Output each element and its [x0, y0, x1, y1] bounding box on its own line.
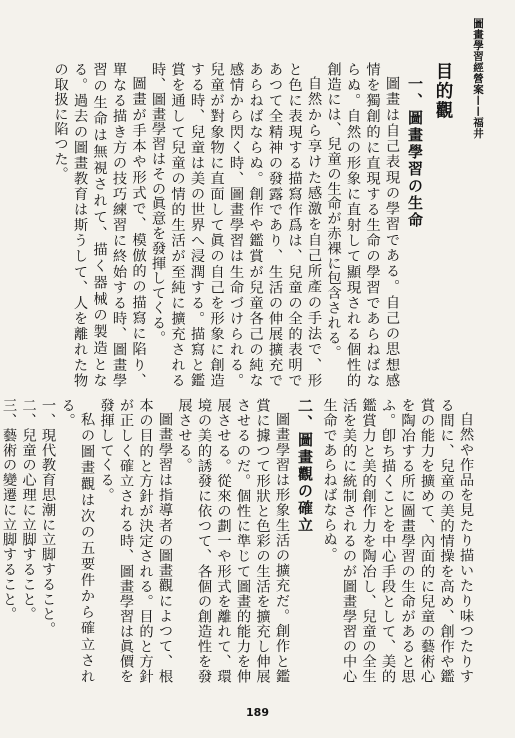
- life-heading: 一、圖畫學習の生命: [406, 76, 424, 229]
- purpose-heading: 目的觀: [433, 62, 453, 121]
- paragraph: 圖畫は自己表現の學習である。自己の思想感情を獨創的に直現する生命の學習であらねばならぬ。自然の形象に直射して顯現される個性的創造には、兒童の生命が赤裸に包含される。: [325, 62, 400, 388]
- paragraph: 自然から享けた感激を自己所產の手法で、形と色に表現する描寫作爲は、兒童の全的表明であつて全精神の發露であり、生活の伸展擴充であらねばならぬ。創作や鑑賞が兒童各己の純な感情から閃く時、圖畫學習は生命づけられる。兒童が對象物に直面して眞の自己を形象に創造する時、兒童は美の世界へ浸潤する。描寫と鑑賞を通して兒童の情的生活が至純に擴充される時、圖畫學習はその眞意を發揮してくる。: [150, 62, 322, 388]
- paragraph: 私の圖畫觀は次の五要件から確立される。: [59, 398, 95, 684]
- list-item: 二、兒童の心理に立脚すること。: [20, 398, 37, 622]
- running-head: 圖畫學習經營案——福井: [472, 18, 484, 139]
- upper-text-block: [50, 62, 463, 388]
- paragraph: 圖畫學習は指導者の圖畫觀によつて、根本の目的と方針が決定される。目的と方針が正しく確立される時、圖畫學習は眞價を發揮してくる。: [98, 398, 173, 684]
- lower-text-block: [0, 398, 475, 684]
- list-item: 一、現代教育思潮に立脚すること。: [40, 398, 56, 637]
- page-number: 189: [246, 706, 269, 719]
- paragraph: 圖畫が手本や形式で、模倣的の描寫に陷り、單なる描き方の技巧練習に終始する時、圖畫學習の生命は無視されて、描く器械の製造となる。過去の圖畫教育は斯うして、人を離れた物の取扱に陷つた。: [52, 62, 147, 388]
- view-heading: 二、圖畫觀の確立: [296, 398, 314, 534]
- paragraph: 自然や作品を見たり描いたり味つたりする間に、兒童の美的情操を高め、創作や鑑賞の能力を擴めて、內面的に兒童の藝術心を陶冶する所に圖畫學習の生命があると思ふ。卽ち描くことを中心手段として、美的鑑賞力と美的創作力を陶冶し、兒童の全生活を美的に統制されるのが圖畫學習の中心生命であらねばならぬ。: [321, 398, 474, 684]
- list-item: 三、藝術の變遷に立脚すること。: [1, 398, 17, 622]
- paragraph: 圖畫學習は形象生活の擴充だ。創作と鑑賞に據つて形狀と色彩の生活を擴充し伸展させるのだ。個性に準じて圖畫的能力を伸展させる。從來の劃一や形式を離れて、環境の美的誘發に依つて、各個の創造性を發展させる。: [176, 398, 290, 684]
